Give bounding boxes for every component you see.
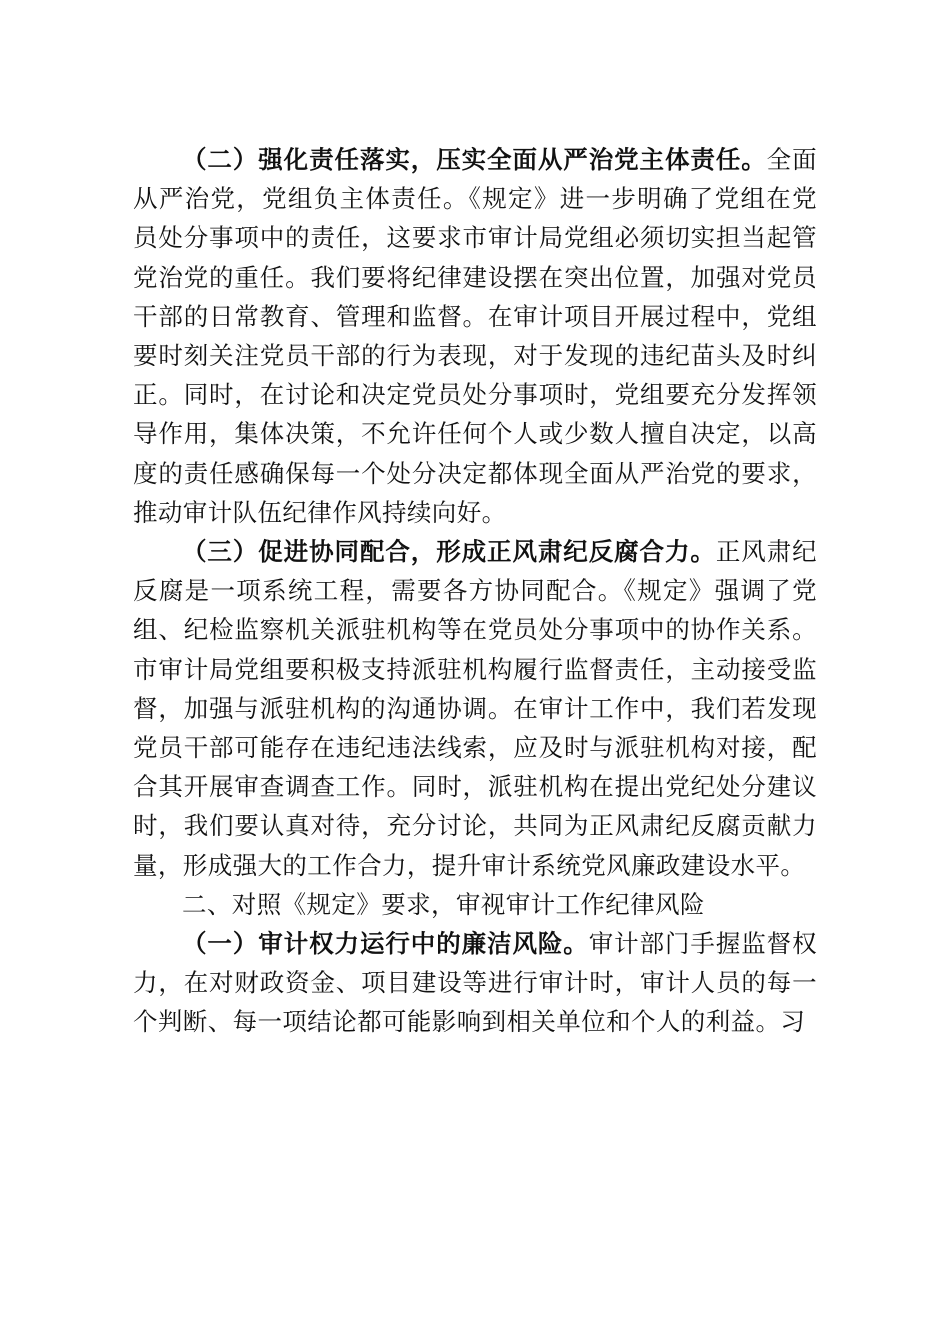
paragraph-lead: （二）强化责任落实，压实全面从严治党主体责任。 bbox=[182, 145, 767, 174]
section-heading: 二、对照《规定》要求，审视审计工作纪律风险 bbox=[182, 889, 705, 919]
paragraph-responsibility bbox=[133, 140, 817, 532]
paragraph-integrity-risk bbox=[133, 924, 817, 1042]
paragraph-body: 审计部门手握监督权力，在对财政资金、项目建设等进行审计时，审计人员的每一个判断、每一项结论都可能影响到相关单位和个人的利益。习 bbox=[133, 929, 817, 1037]
paragraph-body: 全面从严治党，党组负主体责任。《规定》进一步明确了党组在党员处分事项中的责任，这要求市审计局党组必须切实担当起管党治党的重任。我们要将纪律建设摆在突出位置，加强对党员干部的日常教育、管理和监督。在审计项目开展过程中，党组要时刻关注党员干部的行为表现，对于发现的违纪苗头及时纠正。同时，在讨论和决定党员处分事项时，党组要充分发挥领导作用，集体决策，不允许任何个人或少数人擅自决定，以高度的责任感确保每一个处分决定都体现全面从严治党的要求，推动审计队伍纪律作风持续向好。 bbox=[133, 145, 817, 527]
paragraph-lead: （三）促进协同配合，形成正风肃纪反腐合力。 bbox=[182, 537, 716, 567]
paragraph-coordination bbox=[133, 532, 817, 885]
paragraph-lead: （一）审计权力运行中的廉洁风险。 bbox=[182, 929, 589, 959]
paragraph-body: 正风肃纪反腐是一项系统工程，需要各方协同配合。《规定》强调了党组、纪检监察机关派驻机构等在党员处分事项中的协作关系。市审计局党组要积极支持派驻机构履行监督责任，主动接受监督，加强与派驻机构的沟通协调。在审计工作中，我们若发现党员干部可能存在违纪违法线索，应及时与派驻机构对接，配合其开展审查调查工作。同时，派驻机构在提出党纪处分建议时，我们要认真对待，充分讨论，共同为正风肃纪反腐贡献力量，形成强大的工作合力，提升审计系统党风廉政建设水平。 bbox=[133, 537, 817, 880]
